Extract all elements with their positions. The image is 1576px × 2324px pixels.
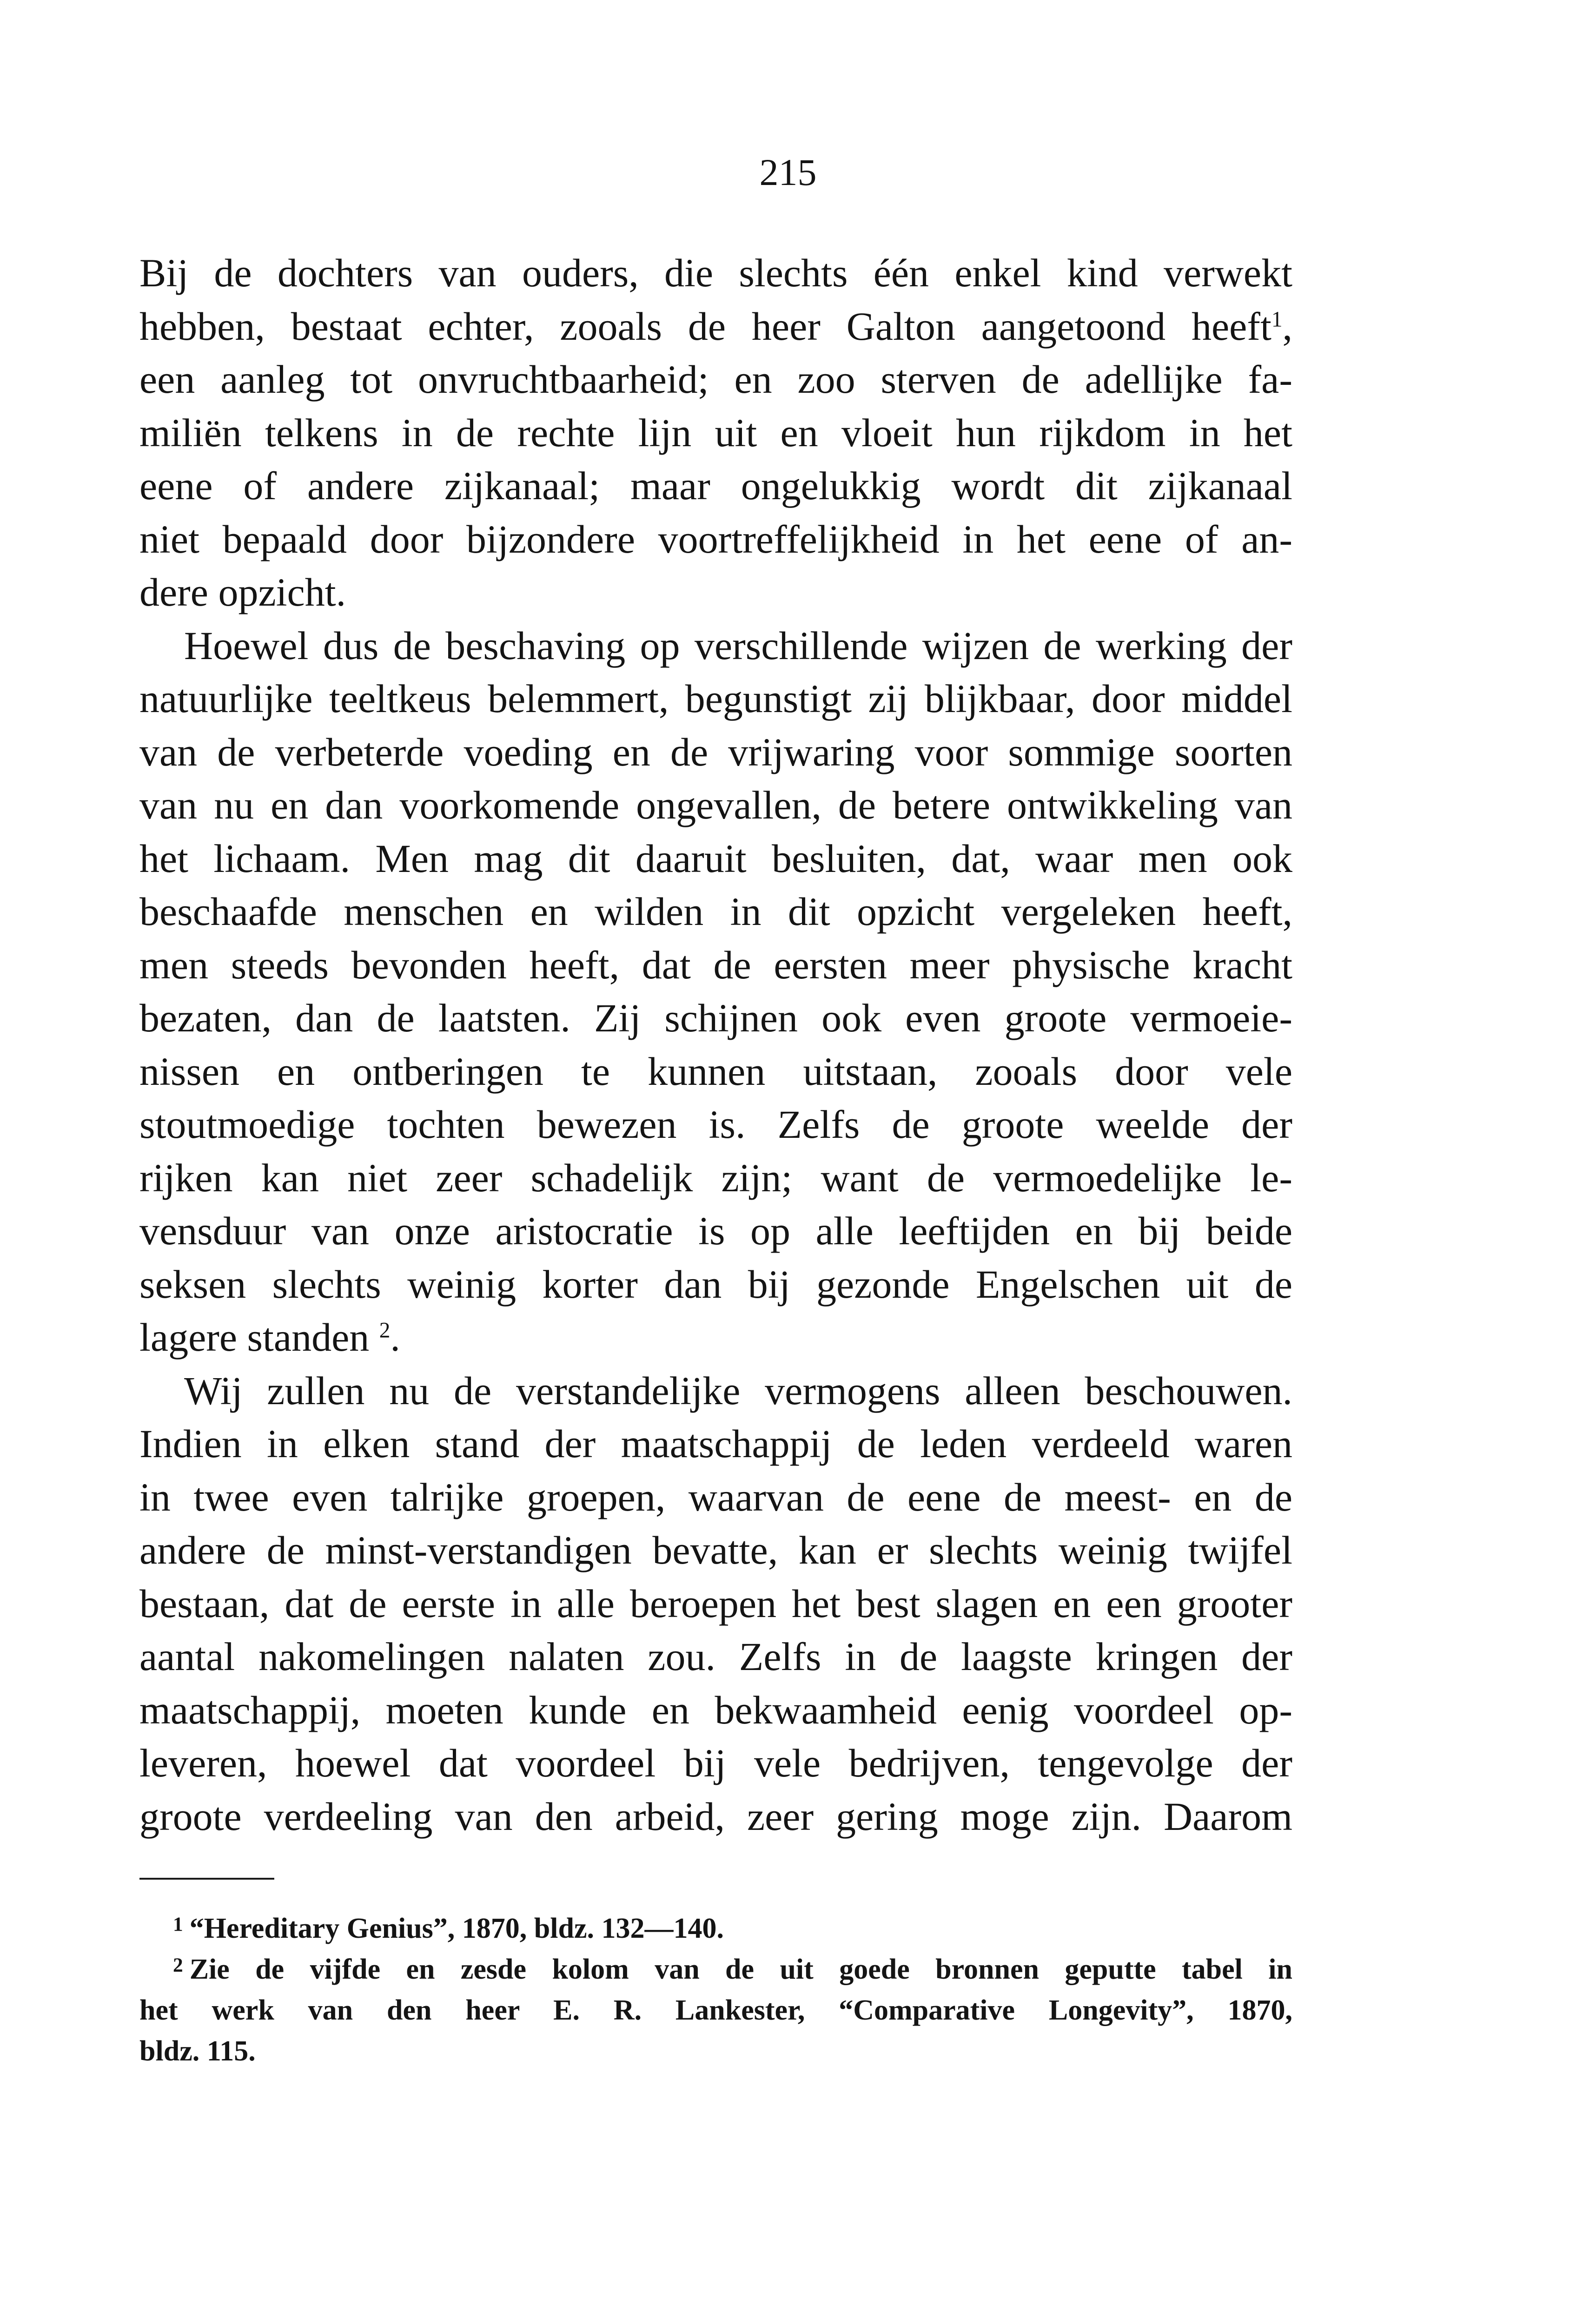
text-line: Bij de dochters van ouders, die slechts één enkel kind verwekt xyxy=(139,251,1292,295)
text-line: nissen en ontberingen te kunnen uitstaan, zooals door vele xyxy=(139,1049,1292,1094)
text-line: men steeds bevonden heeft, dat de eersten meer physische kracht xyxy=(139,942,1292,987)
text-line: miliën telkens in de rechte lijn uit en vloeit hun rijkdom in het xyxy=(139,410,1292,455)
text-line: Wij zullen nu de verstandelijke vermogens alleen beschouwen. xyxy=(184,1368,1292,1413)
text-line: leveren, hoewel dat voordeel bij vele bedrijven, tengevolge der xyxy=(139,1741,1292,1785)
text-line: niet bepaald door bijzondere voortreffelijkheid in het eene of an- xyxy=(139,516,1292,561)
paragraph xyxy=(139,1364,1292,1843)
text-line: een aanleg tot onvruchtbaarheid; en zoo sterven de adellijke fa- xyxy=(139,357,1292,402)
footnote-marker: 2 xyxy=(173,1954,183,1976)
text-line: andere de minst-verstandigen bevatte, kan er slechts weinig twijfel xyxy=(139,1528,1292,1572)
text-line: aantal nakomelingen nalaten zou. Zelfs in de laagste kringen der xyxy=(139,1634,1292,1679)
text-line: eene of andere zijkanaal; maar ongelukkig wordt dit zijkanaal xyxy=(139,463,1292,508)
text-line: vensduur van onze aristocratie is op alle leeftijden en bij beide xyxy=(139,1208,1292,1253)
text-line: bestaan, dat de eerste in alle beroepen het best slagen en een grooter xyxy=(139,1581,1292,1626)
text-line: natuurlijke teeltkeus belemmert, begunstigt zij blijkbaar, door middel xyxy=(139,676,1292,721)
trailing-period: . xyxy=(390,1315,400,1360)
footnotes xyxy=(139,1908,1292,2072)
footnote-reference: 2 xyxy=(379,1318,391,1343)
text-line: rijken kan niet zeer schadelijk zijn; want de vermoedelijke le- xyxy=(139,1155,1292,1200)
footnote-line xyxy=(139,1949,1292,1990)
text-line-content: hebben, bestaat echter, zooals de heer Galton aangetoond heeft xyxy=(139,304,1271,349)
footnote-text: “Hereditary Genius”, 1870, bldz. 132—140. xyxy=(189,1913,724,1944)
footnote xyxy=(139,1949,1292,2072)
text-line: in twee even talrijke groepen, waarvan de eene de meest- en de xyxy=(139,1474,1292,1519)
text-line: maatschappij, moeten kunde en bekwaamheid eenig voordeel op- xyxy=(139,1687,1292,1732)
paragraph xyxy=(139,246,1292,619)
text-line: van de verbeterde voeding en de vrijwaring voor sommige soorten xyxy=(139,729,1292,774)
text-line-content: lagere standen xyxy=(139,1315,370,1360)
text-line: Hoewel dus de beschaving op verschillende wijzen de werking der xyxy=(184,623,1292,668)
page-number: 215 xyxy=(759,151,817,193)
text-line: het lichaam. Men mag dit daaruit besluiten, dat, waar men ook xyxy=(139,836,1292,881)
text-line: seksen slechts weinig korter dan bij gezonde Engelschen uit de xyxy=(139,1261,1292,1307)
footnote-reference: 1 xyxy=(1271,307,1283,332)
text-line: beschaafde menschen en wilden in dit opzicht vergeleken heeft, xyxy=(139,889,1292,934)
text-line: van nu en dan voorkomende ongevallen, de betere ontwikkeling van xyxy=(139,783,1292,827)
footnote-line xyxy=(139,1908,1292,1949)
text-line: stoutmoedige tochten bewezen is. Zelfs de groote weelde der xyxy=(139,1102,1292,1147)
footnote-divider xyxy=(139,1878,274,1880)
footnote-marker: 1 xyxy=(173,1913,183,1935)
text-line: groote verdeeling van den arbeid, zeer gering moge zijn. Daarom xyxy=(139,1794,1292,1839)
footnote xyxy=(139,1908,1292,1949)
footnote-line: bldz. 115. xyxy=(139,2035,256,2067)
text-line: Indien in elken stand der maatschappij de leden verdeeld waren xyxy=(139,1421,1292,1466)
paragraph xyxy=(139,619,1292,1364)
text-line xyxy=(139,300,1292,353)
footnote-text: Zie de vijfde en zesde kolom van de uit goede bronnen geputte tabel in xyxy=(189,1954,1292,1985)
trailing-comma: , xyxy=(1282,304,1292,349)
footnote-line: het werk van den heer E. R. Lankester, “Comparative Longevity”, 1870, xyxy=(139,1994,1292,2026)
text-line: dere opzicht. xyxy=(139,570,346,614)
body-text xyxy=(139,246,1292,1843)
text-line: bezaten, dan de laatsten. Zij schijnen ook even groote vermoeie- xyxy=(139,996,1292,1040)
text-line xyxy=(139,1311,1292,1364)
